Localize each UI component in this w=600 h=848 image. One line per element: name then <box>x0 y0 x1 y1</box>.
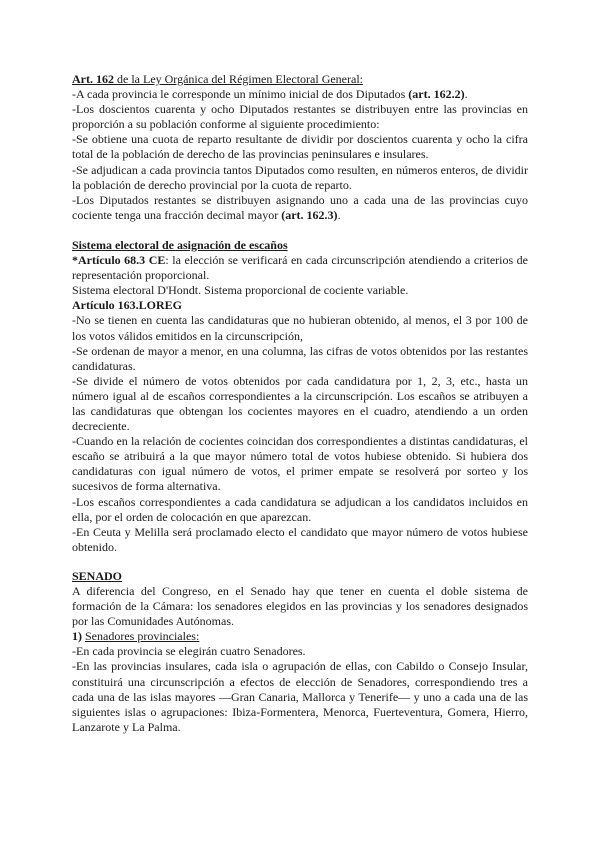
dhondt-line: Sistema electoral D'Hondt. Sistema proporcional de cociente variable. <box>72 283 409 298</box>
list-item: -Se ordenan de mayor a menor, en una columna, las cifras de votos obtenidos por las restantes candidaturas. <box>72 343 528 373</box>
art162-paragraph-2: -Los doscientos cuarenta y ocho Diputados restantes se distribuyen entre las provincias en proporción a su población conforme al siguiente procedimiento: <box>72 102 528 132</box>
list-item: -En Ceuta y Melilla será proclamado electo el candidato que mayor número de votos hubiese obtenido. <box>72 524 528 554</box>
document-page <box>72 72 528 735</box>
art68-paragraph: *Artículo 68.3 CE: la elección se verificará en cada circunscripción atendiendo a criterios de representación proporcional. <box>72 253 529 283</box>
art162-paragraph-5: -Los Diputados restantes se distribuyen asignando uno a cada una de las provincias cuyo cociente tenga una fracción decimal mayor (art. 162.3). <box>72 192 528 222</box>
senado-heading: SENADO <box>72 568 123 583</box>
art162-paragraph-4: -Se adjudican a cada provincia tantos Diputados como resulten, en números enteros, de dividir la población de derecho provincial por la cuota de reparto. <box>72 162 528 192</box>
list-item: -Cuando en la relación de cocientes coincidan dos correspondientes a distintas candidaturas, el escaño se atribuirá a la que mayor número total de votos hubiese obtenido. Si hubiera dos candidaturas con igual número de votos, el primer empate se resolverá por sorteo y los sucesivos de forma alternativa. <box>72 434 528 494</box>
senado-paragraph-2: -En las provincias insulares, cada isla o agrupación de ellas, con Cabildo o Consejo Insular, constituirá una circunscripción a efectos de elección de Senadores, correspondiendo tres a cada una de las islas mayores —Gran Canaria, Mallorca y Tenerife— y uno a cada una de las siguientes islas o agrupaciones: Ibiza-Formentera, Menorca, Fuerteventura, Gomera, Hierro, Lanzarote y La Palma. <box>72 659 528 734</box>
list-item: -Se divide el número de votos obtenidos por cada candidatura por 1, 2, 3, etc., hasta un número igual al de escaños correspondientes a la circunscripción. Los escaños se atribuyen a las candidaturas que obtengan los cocientes mayores en el cuadro, atendiendo a un orden decreciente. <box>72 373 528 434</box>
list-item: -No se tienen en cuenta las candidaturas que no hubieran obtenido, al menos, el 3 por 100 de los votos válidos emitidos en la circunscripción, <box>72 313 528 343</box>
list-item: -Los escaños correspondientes a cada candidatura se adjudican a los candidatos incluidos en ella, por el orden de colocación en que aparezcan. <box>72 494 528 524</box>
art162-paragraph-1: -A cada provincia le corresponde un mínimo inicial de dos Diputados (art. 162.2). <box>72 87 468 102</box>
senado-paragraph-1: -En cada provincia se elegirán cuatro Senadores. <box>72 644 306 659</box>
senado-intro: A diferencia del Congreso, en el Senado hay que tener en cuenta el doble sistema de formación de la Cámara: los senadores elegidos en las provincias y los senadores designados por las Comunidades Autónomas. <box>72 584 528 629</box>
art162-paragraph-3: -Se obtiene una cuota de reparto resultante de dividir por doscientos cuarenta y ocho la cifra total de la población de derecho de las provincias peninsulares e insulares. <box>72 132 528 162</box>
art162-ref: Art. 162 <box>72 72 114 86</box>
art163-heading: Artículo 163.LOREG <box>72 298 182 313</box>
sistema-heading: Sistema electoral de asignación de escaños <box>72 237 288 252</box>
art162-title: Art. 162 de la Ley Orgánica del Régimen Electoral General: <box>72 72 363 86</box>
senado-subheading: 1) Senadores provinciales: <box>72 629 200 644</box>
